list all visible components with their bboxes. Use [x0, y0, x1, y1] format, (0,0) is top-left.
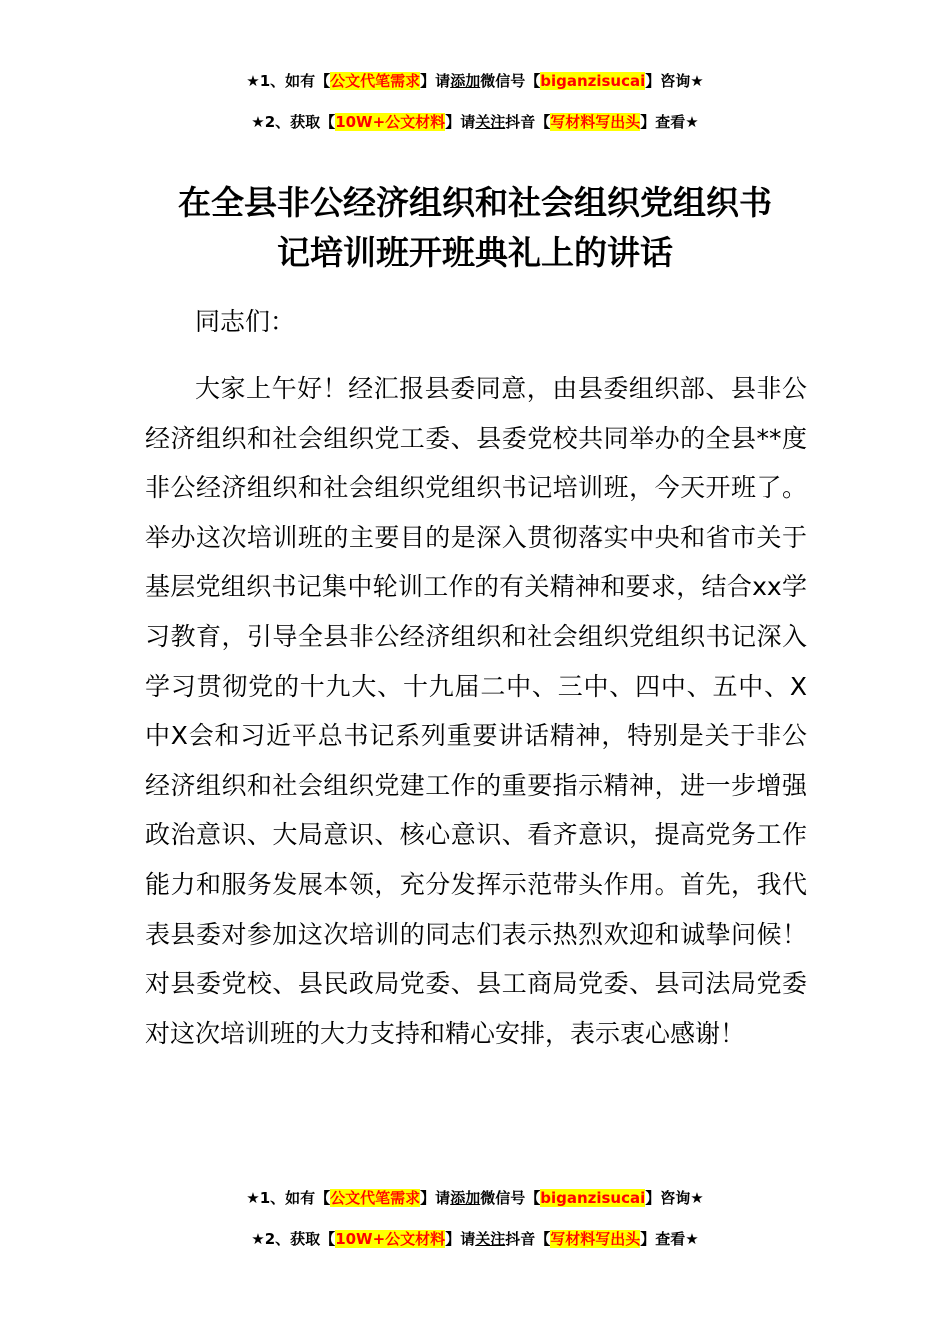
promo-emphasis: 关注: [475, 113, 506, 131]
promo-suffix: 】查看★: [640, 1230, 699, 1248]
promo-suffix: 】咨询★: [645, 72, 704, 90]
promo-highlight-materials: 10W+公文材料: [335, 113, 446, 131]
promo-prefix: ★2、获取【: [251, 1230, 336, 1248]
promo-text: 抖音【: [505, 1230, 551, 1248]
promo-suffix: 】咨询★: [645, 1189, 704, 1207]
promo-text: 】请: [445, 113, 476, 131]
promo-highlight-douyin-account: 写材料写出头: [550, 113, 641, 131]
footer-promo-line-2: [0, 1229, 950, 1249]
body-paragraph: 大家上午好！经汇报县委同意，由县委组织部、县非公经济组织和社会组织党工委、县委党校共同举办的全县**度非公经济组织和社会组织党组织书记培训班，今天开班了。举办这次培训班的主要目的是深入贯彻落实中央和省市关于基层党组织书记集中轮训工作的有关精神和要求，结合xx学习教育，引导全县非公经济组织和社会组织党组织书记深入学习贯彻党的十九大、十九届二中、三中、四中、五中、X中X会和习近平总书记系列重要讲话精神，特别是关于非公经济组织和社会组织党建工作的重要指示精神，进一步增强政治意识、大局意识、核心意识、看齐意识，提高党务工作能力和服务发展本领，充分发挥示范带头作用。首先，我代表县委对参加这次培训的同志们表示热烈欢迎和诚挚问候！对县委党校、县民政局党委、县工商局党委、县司法局党委对这次培训班的大力支持和精心安排，表示衷心感谢！: [145, 374, 807, 1048]
promo-suffix: 】查看★: [640, 113, 699, 131]
document-title-line-2: 记培训班开班典礼上的讲话: [277, 233, 673, 272]
promo-highlight-douyin-account: 写材料写出头: [550, 1230, 641, 1248]
promo-emphasis: 添加: [450, 72, 481, 90]
promo-text: 】请: [445, 1230, 476, 1248]
promo-text: 微信号【: [480, 1189, 541, 1207]
promo-text: 抖音【: [505, 113, 551, 131]
promo-highlight-materials: 10W+公文材料: [335, 1230, 446, 1248]
header-promo-line-2: [0, 112, 950, 132]
promo-text: 】请: [420, 1189, 451, 1207]
promo-prefix: ★2、获取【: [251, 113, 336, 131]
promo-highlight-service: 公文代笔需求: [330, 72, 421, 90]
promo-highlight-wechat-id: biganzisucai: [540, 72, 646, 90]
promo-text: 微信号【: [480, 72, 541, 90]
greeting: 同志们：: [195, 307, 296, 336]
header-promo-line-1: [0, 71, 950, 91]
promo-emphasis: 添加: [450, 1189, 481, 1207]
promo-prefix: ★1、如有【: [246, 1189, 331, 1207]
promo-highlight-service: 公文代笔需求: [330, 1189, 421, 1207]
promo-highlight-wechat-id: biganzisucai: [540, 1189, 646, 1207]
promo-emphasis: 关注: [475, 1230, 506, 1248]
promo-text: 】请: [420, 72, 451, 90]
promo-prefix: ★1、如有【: [246, 72, 331, 90]
document-title-line-1: 在全县非公经济组织和社会组织党组织书: [178, 183, 772, 222]
footer-promo-line-1: [0, 1188, 950, 1208]
